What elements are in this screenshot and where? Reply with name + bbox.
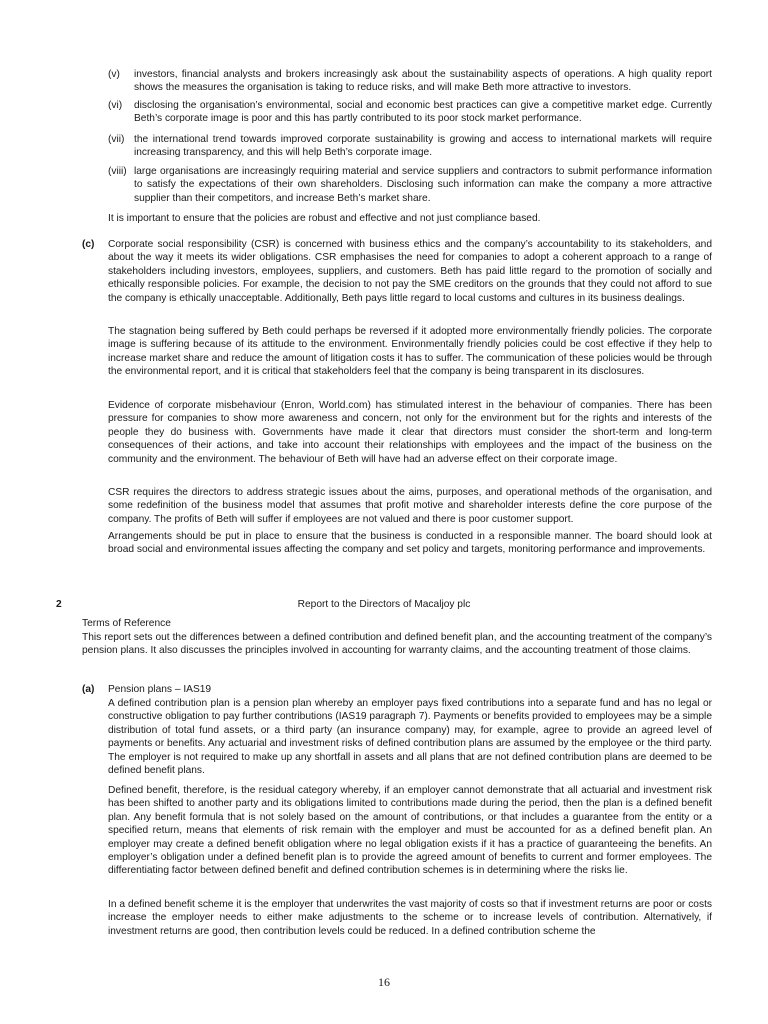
list-item <box>108 68 712 95</box>
item-text: disclosing the organisation’s environmental, social and economic best practices can give a competitive market edge. Currently Beth’s corporate image is poor and this has partly contributed to its poor stock market performance. <box>134 100 712 125</box>
paragraph: This report sets out the differences between a defined contribution and defined benefit plan, and the accounting treatment of the company’s pension plans. It also discusses the principles involved in accounting for warranty claims, and the accounting treatment of those claims. <box>82 632 712 657</box>
item-number: (v) <box>108 69 120 80</box>
section-heading: Terms of Reference <box>82 618 171 629</box>
item-number: (vi) <box>108 100 123 111</box>
paragraph: A defined contribution plan is a pension plan whereby an employer pays fixed contributions into a separate fund and has no legal or constructive obligation to pay further contributions (IAS19 paragraph 7). Payments or benefits provided to employees may be a simple distribution of total fund assets, or a third party (an insurance company) may, for example, agree to provide an agreed level of payments or benefits. Any actuarial and investment risks of defined contribution plans are assumed by the employee or the third party. The employer is not required to make up any shortfall in assets and all plans that are not defined contribution plans are deemed to be defined benefit plans. <box>108 698 712 777</box>
list-item <box>108 165 712 205</box>
report-title: Report to the Directors of Macaljoy plc <box>297 599 471 610</box>
paragraph: Defined benefit, therefore, is the residual category whereby, if an employer cannot demonstrate that all actuarial and investment risk has been shifted to another party and its obligations limited to contributions made during the period, then the plan is a defined benefit plan. Any benefit formula that is not solely based on the amount of contributions, or that includes a guarantee from the entity or a specified return, means that elements of risk remain with the employer and must be accounted for as a defined benefit plan. An employer may create a defined benefit obligation where no legal obligation exists if it has a practice of guaranteeing the benefits. An employer’s obligation under a defined benefit plan is to provide the agreed amount of benefits to current and former employees. The differentiating factor between defined benefit and defined contribution schemes is in determining where the risks lie. <box>108 785 712 877</box>
paragraph: Evidence of corporate misbehaviour (Enron, World.com) has stimulated interest in the behaviour of companies. There has been pressure for companies to show more awareness and concern, not only for the environment but for the rights and interests of the people they do business with. Governments have made it clear that directors must consider the short-term and long-term consequences of their actions, and take into account their relationships with employees and the impact of the business on the community and the environment. The behaviour of Beth will have had an adverse effect on their corporate image. <box>108 400 712 465</box>
paragraph: Corporate social responsibility (CSR) is concerned with business ethics and the company’s accountability to its stakeholders, and about the way it meets its wider obligations. CSR emphasises the need for companies to adopt a coherent approach to a range of stakeholders including investors, employees, suppliers, and customers. Beth has paid little regard to the promotion of socially and ethically responsible policies. For example, the decision to not pay the SME creditors on the grounds that they could not afford to sue the company is ethically unacceptable. Additionally, Beth pays little regard to local customs and cultures in its business dealings. <box>108 239 712 304</box>
item-number: (viii) <box>108 166 127 177</box>
paragraph: Arrangements should be put in place to ensure that the business is conducted in a responsible manner. The board should look at broad social and environmental issues affecting the company and set policy and targets, monitoring performance and improvements. <box>108 531 712 556</box>
item-number: (vii) <box>108 134 125 145</box>
paragraph: CSR requires the directors to address strategic issues about the aims, purposes, and operational methods of the organisation, and some redefinition of the business model that assumes that profit motive and shareholder interests define the core purpose of the company. The profits of Beth will suffer if employees are not valued and there is poor customer support. <box>108 487 712 525</box>
item-text: the international trend towards improved corporate sustainability is growing and access to international markets will require increasing transparency, and this will help Beth’s corporate image. <box>134 134 712 159</box>
closing-paragraph: It is important to ensure that the policies are robust and effective and not just compliance based. <box>108 213 541 224</box>
list-item <box>108 133 712 160</box>
section-heading: Pension plans – IAS19 <box>108 684 212 695</box>
item-text: large organisations are increasingly requiring material and service suppliers and contractors to submit performance information to satisfy the expectations of their own shareholders. Disclosing such information can make the company a more attractive supplier than their competitors, and increase Beth’s market share. <box>134 166 712 204</box>
part-label: (a) <box>82 684 95 695</box>
paragraph: In a defined benefit scheme it is the employer that underwrites the vast majority of costs so that if investment returns are poor or costs increase the employer needs to either make adjustments to the scheme or to increase levels of contribution. Alternatively, if investment returns are good, then contribution levels could be reduced. In a defined contribution scheme the <box>108 899 712 937</box>
list-item <box>108 99 712 126</box>
page-number: 16 <box>378 975 390 989</box>
item-text: investors, financial analysts and brokers increasingly ask about the sustainability aspects of operations. A high quality report shows the measures the organisation is taking to reduce risks, and will make Beth more attractive to investors. <box>134 69 712 94</box>
question-number: 2 <box>56 599 62 610</box>
paragraph: The stagnation being suffered by Beth could perhaps be reversed if it adopted more environmentally friendly policies. The corporate image is suffering because of its attitude to the environment. Environmentally friendly policies could be cost effective if they help to increase market share and reduce the amount of litigation costs it has to suffer. The communication of these policies would be through the environmental report, and it is critical that stakeholders feel that the company is being transparent in its disclosures. <box>108 326 712 378</box>
part-label: (c) <box>82 239 95 250</box>
